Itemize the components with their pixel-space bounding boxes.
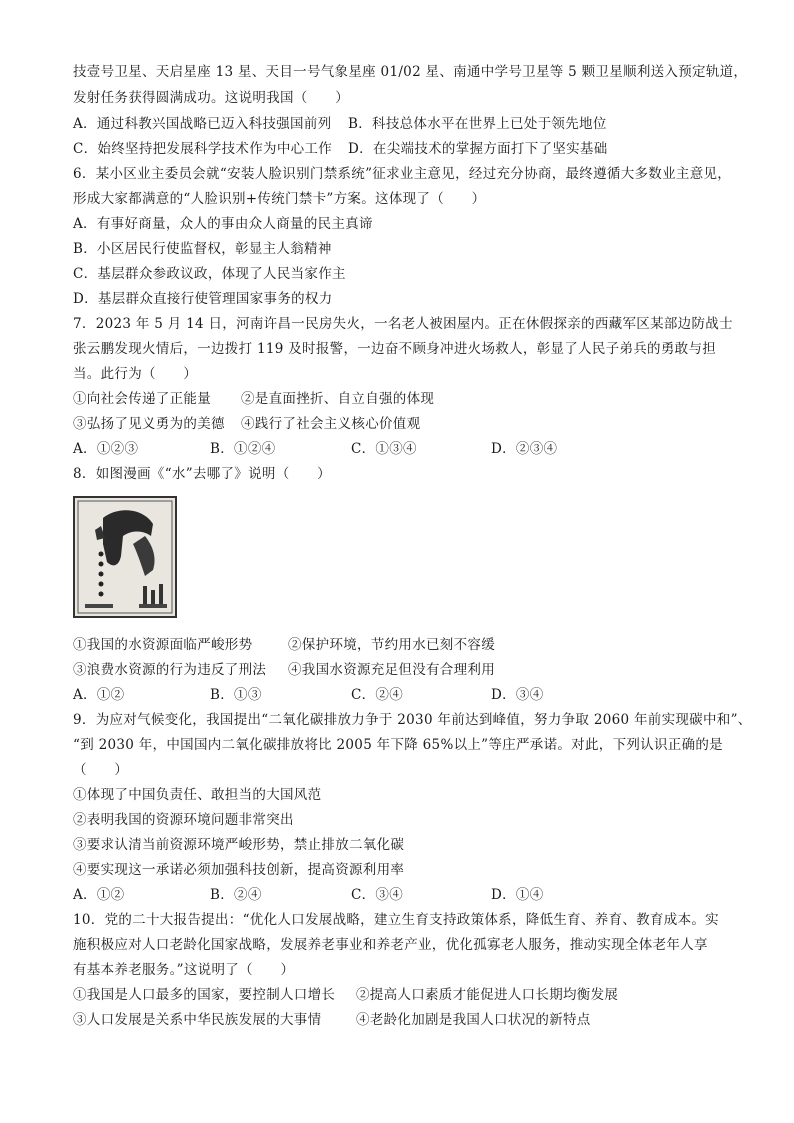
- q7-statement-2: ②是直面挫折、自立自强的体现: [241, 391, 435, 407]
- q7-text-line1: 7．2023 年 5 月 14 日，河南许昌一民房失火，一名老人被困屋内。正在休假探亲的西藏军区某部边防战士: [73, 316, 733, 332]
- q8-statement-1: ①我国的水资源面临严峻形势: [73, 637, 253, 653]
- q5-option-a: A．通过科教兴国战略已迈入科技强国前列: [73, 116, 332, 132]
- q6-option-d: D．基层群众直接行使管理国家事务的权力: [73, 291, 333, 307]
- q7-statement-4: ④践行了社会主义核心价值观: [241, 416, 421, 432]
- q9-statement-4: ④要实现这一承诺必须加强科技创新，提高资源利用率: [73, 862, 405, 878]
- q8-option-c: C．②④: [351, 687, 404, 703]
- q10-text-line2: 施积极应对人口老龄化国家战略，发展养老事业和养老产业，优化孤寡老人服务，推动实现全体老年人享: [73, 937, 708, 953]
- q9-text-line3: （ ）: [73, 762, 129, 778]
- q6-option-b: B．小区居民行使监督权，彰显主人翁精神: [73, 241, 332, 257]
- q10-text-line3: 有基本养老服务。”这说明了（ ）: [73, 962, 295, 978]
- q10-statement-1: ①我国是人口最多的国家，要控制人口增长: [73, 987, 336, 1003]
- q9-option-b: B．②④: [210, 887, 262, 903]
- q8-option-d: D．③④: [491, 687, 544, 703]
- q9-option-c: C．③④: [351, 887, 404, 903]
- q6-text-line1: 6．某小区业主委员会就“安装人脸识别门禁系统”征求业主意见，经过充分协商，最终遵循大多数业主意见，: [73, 166, 732, 182]
- q6-option-a: A．有事好商量，众人的事由众人商量的民主真谛: [73, 216, 373, 232]
- q9-statement-3: ③要求认清当前资源环境严峻形势，禁止排放二氧化碳: [73, 837, 405, 853]
- q9-text-line2: “到 2030 年，中国国内二氧化碳排放将比 2005 年下降 65%以上”等庄严承诺。对此，下列认识正确的是: [73, 737, 723, 753]
- q8-statement-2: ②保护环境，节约用水已刻不容缓: [288, 637, 495, 653]
- q9-statement-1: ①体现了中国负责任、敢担当的大国风范: [73, 787, 322, 803]
- q8-statement-3: ③浪费水资源的行为违反了刑法: [73, 662, 267, 678]
- q9-option-d: D．①④: [491, 887, 544, 903]
- q7-option-c: C．①③④: [351, 441, 417, 457]
- q8-statement-4: ④我国水资源充足但没有合理利用: [288, 662, 495, 678]
- q5-option-b: B．科技总体水平在世界上已处于领先地位: [348, 116, 607, 132]
- q7-option-b: B．①②④: [210, 441, 276, 457]
- q7-statement-1: ①向社会传递了正能量: [73, 391, 211, 407]
- q10-statement-3: ③人口发展是关系中华民族发展的大事情: [73, 1012, 322, 1028]
- q5-option-c: C．始终坚持把发展科学技术作为中心工作: [73, 141, 333, 157]
- q10-text-line1: 10．党的二十大报告提出：“优化人口发展战略，建立生育支持政策体系，降低生育、养育、教育成本。实: [73, 912, 719, 928]
- q9-text-line1: 9．为应对气候变化，我国提出“二氧化碳排放力争于 2030 年前达到峰值，努力争取 2060 年前实现碳中和”、: [73, 712, 752, 728]
- q7-option-d: D．②③④: [491, 441, 558, 457]
- q6-text-line2: 形成大家都满意的“人脸识别+传统门禁卡”方案。这体现了（ ）: [73, 191, 486, 207]
- q7-text-line2: 张云鹏发现火情后，一边拨打 119 及时报警，一边奋不顾身冲进火场救人，彰显了人民子弟兵的勇敢与担: [73, 341, 717, 357]
- q6-option-c: C．基层群众参政议政，体现了人民当家作主: [73, 266, 346, 282]
- q9-option-a: A．①②: [73, 887, 125, 903]
- water-cartoon-image: [73, 496, 177, 618]
- q8-option-b: B．①③: [210, 687, 262, 703]
- q5-option-d: D．在尖端技术的掌握方面打下了坚实基础: [348, 141, 608, 157]
- q9-statement-2: ②表明我国的资源环境问题非常突出: [73, 812, 294, 828]
- q7-option-a: A．①②③: [73, 441, 139, 457]
- q7-statement-3: ③弘扬了见义勇为的美德: [73, 416, 225, 432]
- q10-statement-4: ④老龄化加剧是我国人口状况的新特点: [356, 1012, 591, 1028]
- q5-text-line1: 技壹号卫星、天启星座 13 星、天目一号气象星座 01/02 星、南通中学号卫星等 5 颗卫星顺利送入预定轨道，: [73, 64, 748, 80]
- q8-option-a: A．①②: [73, 687, 125, 703]
- q10-statement-2: ②提高人口素质才能促进人口长期均衡发展: [356, 987, 619, 1003]
- q7-text-line3: 当。此行为（ ）: [73, 366, 198, 382]
- q8-text-line1: 8．如图漫画《“水”去哪了》说明（ ）: [73, 466, 331, 482]
- q5-text-line2: 发射任务获得圆满成功。这说明我国（ ）: [73, 90, 349, 106]
